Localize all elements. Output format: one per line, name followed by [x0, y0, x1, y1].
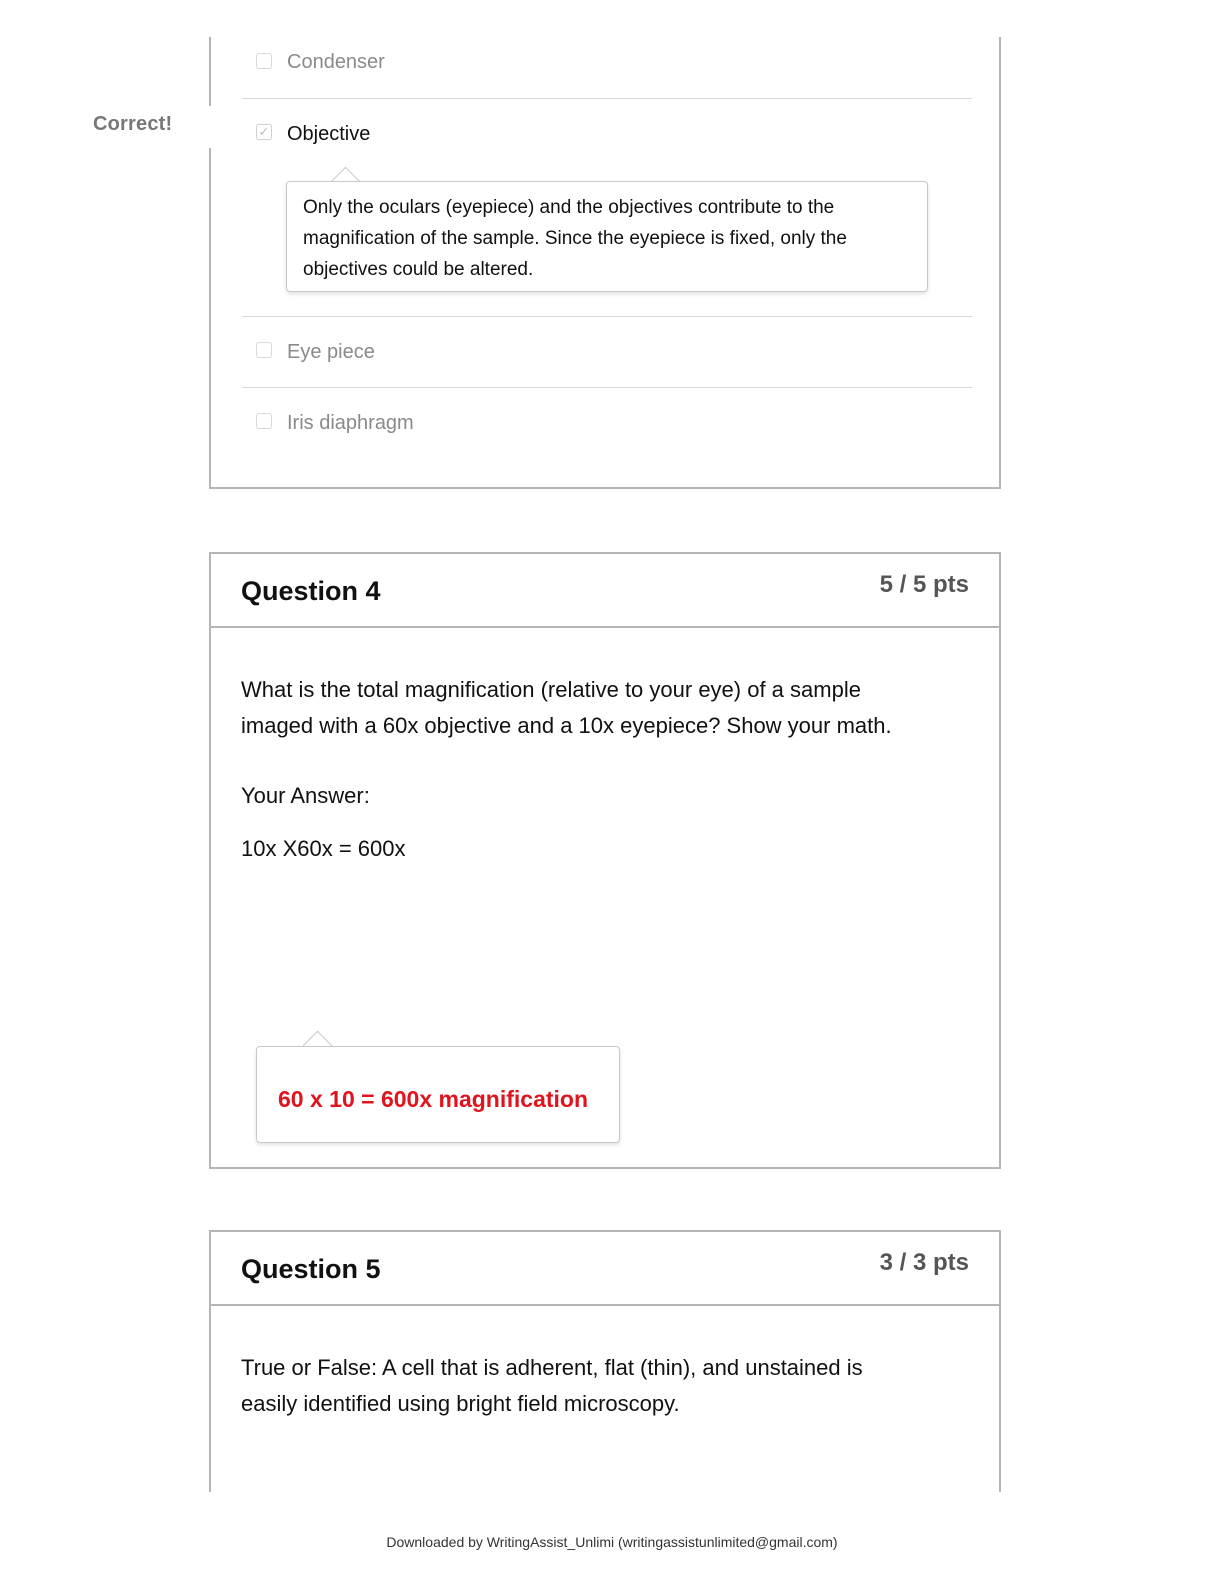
answer-checkbox-iris-diaphragm[interactable] [256, 413, 272, 429]
question-title: Question 5 [241, 1254, 381, 1284]
answer-divider [242, 387, 972, 388]
answer-checkbox-objective[interactable] [256, 124, 272, 140]
question-points: 5 / 5 pts [879, 571, 969, 598]
answer-comment-text: Only the oculars (eyepiece) and the objectives contribute to the magnification of the sample. Since the eyepiece is fixed, only the objectives could be altered. [303, 197, 847, 280]
answer-checkbox-condenser[interactable] [256, 53, 272, 69]
answer-label-condenser: Condenser [287, 51, 385, 73]
question-3-card [209, 37, 1001, 489]
question-4-card [209, 552, 1001, 1169]
question-text-line: easily identified using bright field microscopy. [241, 1391, 680, 1416]
checkmark-icon: ✓ [258, 124, 270, 139]
question-title: Question 4 [241, 576, 381, 606]
answer-divider [242, 98, 972, 99]
answer-label-objective: Objective [287, 123, 371, 145]
essay-answer-text: 10x X60x = 600x [241, 836, 406, 861]
your-answer-label: Your Answer: [241, 783, 370, 808]
answer-label-eye-piece: Eye piece [287, 341, 375, 363]
question-5-header [211, 1232, 999, 1306]
answer-checkbox-eye-piece[interactable] [256, 342, 272, 358]
answer-comment [286, 181, 928, 292]
answer-label-iris-diaphragm: Iris diaphragm [287, 412, 414, 434]
question-text-line: What is the total magnification (relative to your eye) of a sample [241, 677, 861, 702]
question-4-header [211, 554, 999, 628]
correct-answer-marker: Correct! [93, 113, 173, 135]
question-5-card [209, 1230, 1001, 1492]
answer-divider [242, 316, 972, 317]
question-text [241, 672, 971, 744]
question-text-line: imaged with a 60x objective and a 10x eyepiece? Show your math. [241, 713, 892, 738]
grader-comment [256, 1046, 620, 1143]
download-footer: Downloaded by WritingAssist_Unlimi (writingassistunlimited@gmail.com) [386, 1534, 838, 1550]
question-text [241, 1350, 971, 1422]
question-text-line: True or False: A cell that is adherent, flat (thin), and unstained is [241, 1355, 863, 1380]
question-points: 3 / 3 pts [879, 1249, 969, 1276]
grader-comment-text: 60 x 10 = 600x magnification [278, 1086, 589, 1112]
correct-marker-gap [206, 106, 214, 148]
